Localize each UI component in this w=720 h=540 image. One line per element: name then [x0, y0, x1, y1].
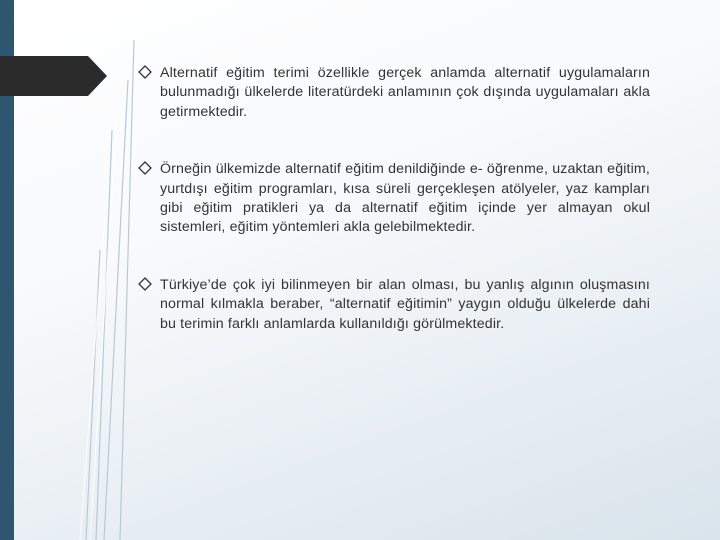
bullet-item [138, 64, 650, 122]
bullet-text: Alternatif eğitim terimi özellikle gerçek anlamda alternatif uygulamaların bulunmadığı ülkelerde literatürdeki anlamının çok dışında uygulamaları akla getirmektedir. [160, 65, 650, 120]
diamond-bullet-icon [138, 65, 152, 79]
bullet-item [138, 276, 650, 334]
title-tab-shape [0, 56, 107, 96]
diamond-bullet-icon [138, 277, 152, 291]
slide-content [138, 64, 650, 334]
bullet-item [138, 160, 650, 238]
diamond-bullet-icon [138, 161, 152, 175]
bullet-text: Örneğin ülkemizde alternatif eğitim denildiğinde e- öğrenme, uzaktan eğitim, yurtdışı eğitim programları, kısa süreli gerçekleşen atölyeler, yaz kampları gibi eğitim pratikleri ya da alternatif eğitim içinde yer almayan okul sistemleri, eğitim yöntemleri akla gelebilmektedir. [160, 161, 650, 236]
bullet-text: Türkiye’de çok iyi bilinmeyen bir alan olması, bu yanlış algının oluşmasını normal kılmakla beraber, “alternatif eğitimin” yaygın olduğu ülkelerde dahi bu terimin farklı anlamlarda kullanıldığı görülmektedir. [160, 276, 650, 332]
